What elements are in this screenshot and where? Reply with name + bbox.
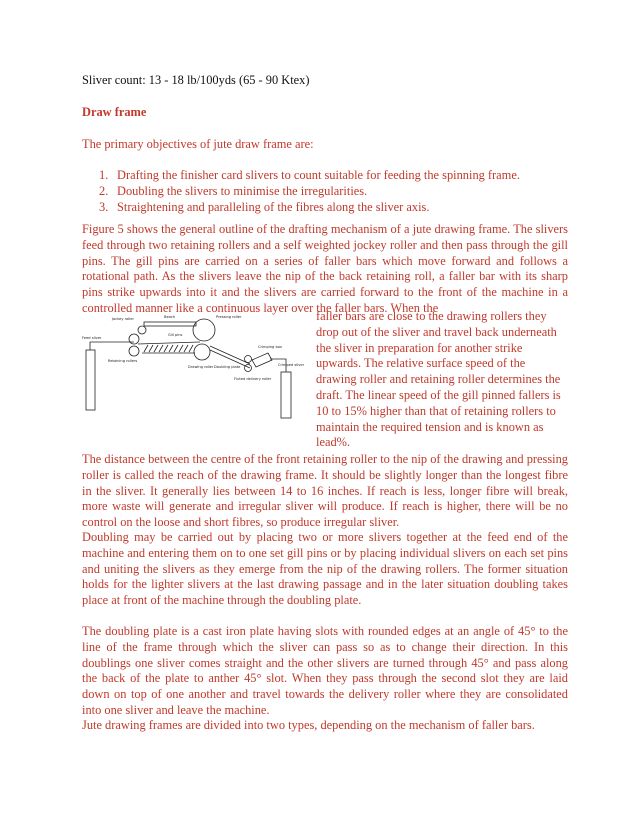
drawing-roller xyxy=(194,344,210,360)
pressing-roller xyxy=(193,319,215,341)
paragraph-doubling: Doubling may be carried out by placing two or more slivers together at the feed end of the machine and entering them on to one set gill pins or by placing individual slivers on each set pins and uniting the slivers as they emerge from the nip of the drawing rollers. The former situation holds for the lighter slivers at the last drawing passage and in the later situation doubling takes place at front of the machine through the doubling plate. xyxy=(82,530,568,608)
list-item xyxy=(99,184,569,200)
label-drawing-roller: Drawing roller xyxy=(188,365,214,369)
retaining-roller xyxy=(129,334,139,344)
drafting-mechanism-figure xyxy=(82,306,312,434)
beach xyxy=(144,322,196,326)
section-heading: Draw frame xyxy=(82,105,147,119)
paragraph-frame-types: Jute drawing frames are divided into two types, depending on the mechanism of faller bars. xyxy=(82,718,535,732)
list-item xyxy=(99,200,569,216)
label-jockey-roller: Jockey roller xyxy=(112,317,134,321)
label-gill-pins: Gill pins xyxy=(168,333,183,337)
label-fluted-delivery-roller: Fluted delivery roller xyxy=(234,377,272,381)
doubling-plate xyxy=(210,346,250,364)
fluted-delivery-roller xyxy=(245,356,252,363)
jockey-roller xyxy=(138,326,146,334)
paragraph-figure-intro: Figure 5 shows the general outline of the drafting mechanism of a jute drawing frame. The slivers feed through two retaining rollers and a self weighted jockey roller and then pass through the gill pins. The gill pins are carried on a series of faller bars which move forward and follows a rotational path. As the slivers leave the nip of the back retaining roll, a faller bar with its sharp pins strike upwards into it and the slivers are carried forward to the front of the machine in a controlled manner like a continuous layer over the faller bars. When the xyxy=(82,222,568,315)
list-number: 3. xyxy=(99,199,109,214)
fluted-delivery-roller xyxy=(245,365,252,372)
sliver-count-line: Sliver count: 13 - 18 lb/100yds (65 - 90 Ktex) xyxy=(82,73,310,87)
delivery-can xyxy=(281,372,291,418)
label-crimping-box: Crimping box xyxy=(258,345,282,349)
objectives-intro: The primary objectives of jute draw frame are: xyxy=(82,137,314,151)
paragraph-reach: The distance between the centre of the front retaining roller to the nip of the drawing and pressing roller is called the reach of the drawing frame. It should be slightly longer than the longest fibre in the sliver. It generally lies between 14 to 16 inches. If reach is less, longer fibre will break, more waste will generate and irregular sliver will produce. If reach is higher, there will be no control on the loose and short fibres, so produce irregular sliver. xyxy=(82,452,568,530)
objectives-list xyxy=(99,168,569,215)
paragraph-figure-wrap: faller bars are close to the drawing rollers they drop out of the sliver and travel back underneath the sliver in preparation for another strike upwards. The relative surface speed of the drawing roller and retaining roller determines the draft. The linear speed of the gill pinned fallers is 10 to 15% higher than that of retaining rollers to maintain the required tension and is known as lead%. xyxy=(316,309,561,450)
paragraph-doubling-plate: The doubling plate is a cast iron plate having slots with rounded edges at an angle of 45° to the line of the frame through which the sliver can pass so as to change their direction. In this doublings one sliver comes straight and the other slivers are turned through 45° and pass along the back of the plate to anther 45° slot. When they pass through the second slot they are laid down on top of one another and travel towards the delivery roller where they are consolidated into one sliver and leave the machine. xyxy=(82,624,568,717)
list-number: 2. xyxy=(99,183,109,198)
gill-pins xyxy=(142,345,195,353)
list-item xyxy=(99,168,569,184)
label-beach: Beach xyxy=(164,315,176,319)
retaining-roller xyxy=(129,346,139,356)
label-retaining-rollers: Retaining rollers xyxy=(108,359,138,363)
label-feed-sliver: Feed sliver xyxy=(82,336,102,340)
label-doubling-plate: Doubling plate xyxy=(214,365,241,369)
crimping-box xyxy=(252,353,272,367)
list-text: Straightening and paralleling of the fibres along the sliver axis. xyxy=(117,199,430,214)
list-text: Doubling the slivers to minimise the irregularities. xyxy=(117,183,368,198)
label-crimped-sliver: Crimped sliver xyxy=(278,363,305,367)
list-text: Drafting the finisher card slivers to count suitable for feeding the spinning frame. xyxy=(117,168,520,182)
feed-can xyxy=(86,350,95,410)
list-number: 1. xyxy=(99,168,109,182)
label-pressing-roller: Pressing roller xyxy=(216,315,242,319)
